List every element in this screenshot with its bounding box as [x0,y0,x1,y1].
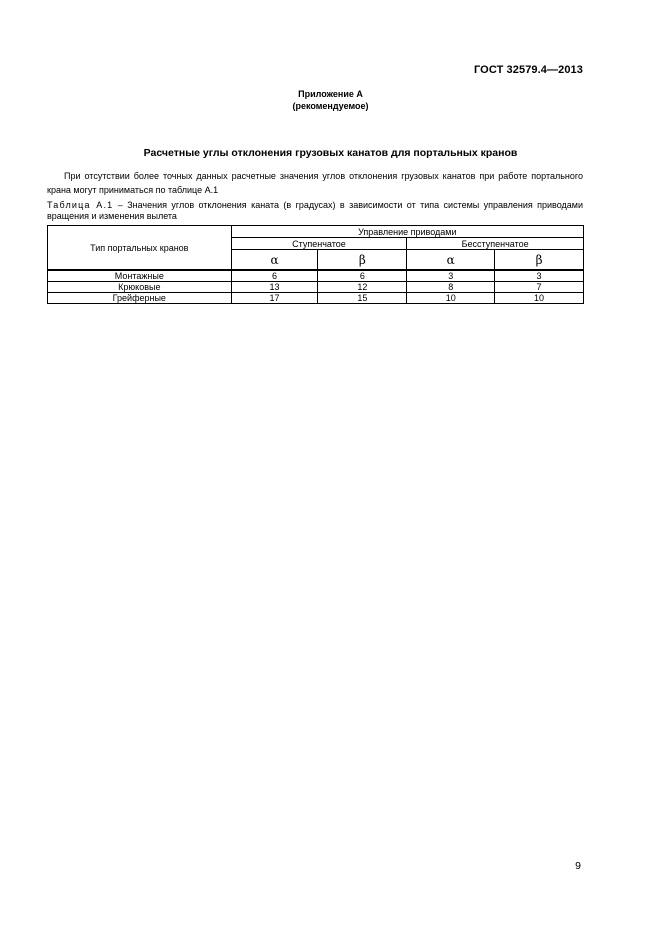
table-cell-type: Крюковые [48,282,232,293]
table-cell-value: 10 [407,293,495,304]
appendix-subtitle: (рекомендуемое) [292,101,369,111]
table-cell-value: 6 [231,270,318,282]
table-caption-text: – Значения углов отклонения каната (в градусах) в зависимости от типа системы управления приводами вращения и изменения вылета [47,200,584,221]
appendix-title: Приложение А [298,89,363,99]
table-caption-label: Таблица А.1 [47,200,114,210]
table-cell-type: Монтажные [48,270,232,282]
table-caption [47,200,583,221]
table-cell-value: 6 [318,270,407,282]
table-mode-stepped: Ступенчатое [231,238,407,250]
table-row-header: Тип портальных кранов [48,226,232,271]
table-cell-value: 13 [231,282,318,293]
table-cell-value: 17 [231,293,318,304]
table-row [48,270,584,282]
body-paragraph: При отсутствии более точных данных расчетные значения углов отклонения грузовых канатов при работе портального крана могут приниматься по таблице А.1 [47,171,583,195]
table-angle-alpha: α [407,250,495,271]
table-angle-alpha: α [231,250,318,271]
table-row [48,282,584,293]
table-cell-value: 15 [318,293,407,304]
table-cell-value: 3 [495,270,584,282]
page-number: 9 [575,860,581,872]
table-mode-stepless: Бесступенчатое [407,238,584,250]
table-angle-beta: β [495,250,584,271]
table-cell-value: 12 [318,282,407,293]
appendix-heading [0,88,661,112]
table-group-header: Управление приводами [231,226,583,238]
table-cell-value: 7 [495,282,584,293]
document-code: ГОСТ 32579.4—2013 [473,64,583,76]
table-cell-value: 10 [495,293,584,304]
table-cell-value: 3 [407,270,495,282]
table-angle-beta: β [318,250,407,271]
table-row [48,293,584,304]
section-title: Расчетные углы отклонения грузовых канатов для портальных кранов [143,147,518,159]
table-cell-type: Грейферные [48,293,232,304]
table-cell-value: 8 [407,282,495,293]
angles-table [47,225,584,304]
